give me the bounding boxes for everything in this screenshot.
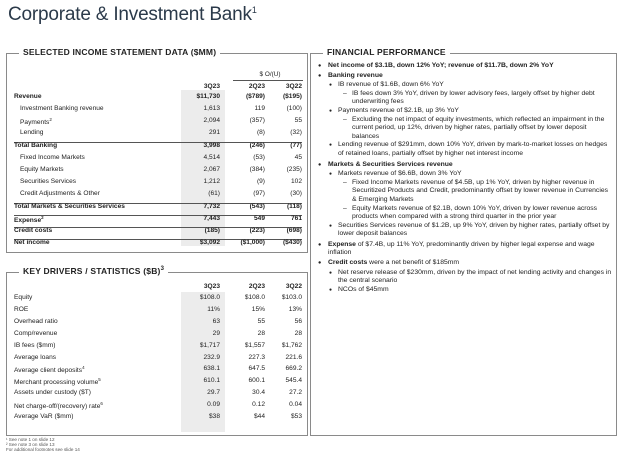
- income-row-label: Equity Markets: [20, 165, 64, 173]
- driver-row-value: $103.0: [281, 294, 302, 301]
- income-row-value: (30): [290, 189, 302, 197]
- driver-row-label: Comp/revenue: [14, 329, 58, 337]
- driver-row-value: 0.04: [289, 401, 302, 409]
- income-row-value: (698): [286, 227, 302, 235]
- key-drivers-title: KEY DRIVERS / STATISTICS ($B)$^3$: [19, 266, 168, 276]
- driver-row-value: 227.3: [248, 353, 265, 361]
- income-row-label: Expense$^2$: [14, 215, 44, 225]
- driver-row-value: $1,717: [199, 341, 220, 349]
- income-row-value: (53): [253, 153, 265, 161]
- driver-row: [14, 355, 302, 364]
- income-row-value: (118): [286, 202, 302, 210]
- driver-row: [14, 319, 302, 328]
- footnotes: [6, 437, 80, 452]
- income-statement-panel: [6, 47, 308, 253]
- financial-performance-title: FINANCIAL PERFORMANCE: [323, 47, 450, 57]
- financial-performance-list: [318, 62, 612, 294]
- income-row-label: Fixed Income Markets: [20, 153, 85, 161]
- income-row-label: Payments$^2$: [20, 117, 52, 127]
- income-row-value: (97): [253, 189, 265, 197]
- income-row-value: (246): [249, 142, 265, 150]
- income-row-value: 2,067: [203, 165, 220, 173]
- driver-row-label: Average loans: [14, 353, 57, 361]
- expense-bullet: ● Expense of $7.4B, up 11% YoY, predominantly driven by higher legal expense and wage inflation: [318, 241, 612, 258]
- driver-row-value: 56: [294, 317, 302, 325]
- income-row-label: Credit costs: [14, 227, 53, 235]
- driver-row-label: ROE: [14, 305, 29, 313]
- ncos-bullet: ● NCOs of $45mm: [318, 286, 612, 295]
- income-row-value: (8): [256, 129, 265, 137]
- income-row-value: ($789): [245, 93, 265, 100]
- income-row-value: 55: [294, 117, 302, 125]
- income-statement-title: SELECTED INCOME STATEMENT DATA ($MM): [19, 47, 220, 57]
- income-row-value: (100): [286, 105, 302, 113]
- income-row-value: 4,514: [203, 153, 220, 161]
- income-row-value: 2,094: [203, 117, 220, 125]
- driver-row-value: 29.7: [207, 389, 220, 397]
- lending-bullet: ● Lending revenue of $291mm, down 10% YoY, driven by mark-to-market losses on hedges of retained loans, partially offset by higher net interest income: [318, 141, 612, 158]
- driver-row-value: $38: [208, 413, 220, 420]
- driver-row-value: 600.1: [248, 377, 265, 385]
- driver-row-value: $44: [253, 413, 265, 420]
- income-row-value: (357): [249, 117, 265, 125]
- driver-row-value: 669.2: [285, 365, 302, 373]
- income-row-value: (384): [249, 165, 265, 173]
- driver-row: [14, 378, 302, 387]
- driver-row-value: 221.6: [285, 353, 302, 361]
- banking-bullet: ● Banking revenue: [318, 72, 612, 81]
- driver-row-value: 13%: [288, 305, 302, 313]
- drivers-header-row: [14, 284, 302, 293]
- income-row: [14, 239, 302, 249]
- driver-row-value: 15%: [251, 305, 265, 313]
- income-row: [14, 155, 302, 164]
- drivers-col-header: 2Q23: [248, 283, 265, 290]
- fixed-income-detail: – Fixed Income Markets revenue of $4.5B, up 1% YoY, driven by higher revenue in Securitized Products and Credit, predominantly offset by lower revenue in Currencies & Emerging Markets: [318, 179, 612, 205]
- income-header-row: [14, 84, 302, 93]
- income-row-label: Securities Services: [20, 177, 77, 185]
- driver-row-label: Merchant processing volume$^5$: [14, 377, 101, 387]
- markets-revenue-bullet: ● Markets revenue of $6.6B, down 3% YoY: [318, 170, 612, 179]
- income-row: [14, 130, 302, 139]
- equity-detail: – Equity Markets revenue of $2.1B, down 10% YoY, driven by lower revenue across products when compared with a strong third quarter in the prior year: [318, 205, 612, 222]
- driver-row-label: IB fees ($mm): [14, 341, 56, 349]
- driver-row: [14, 295, 302, 304]
- income-row-value: ($195): [282, 93, 302, 100]
- income-col-header: 2Q23: [248, 83, 265, 90]
- driver-row-value: 55: [257, 317, 265, 325]
- driver-row-label: Overhead ratio: [14, 317, 58, 325]
- drivers-col-header: 3Q23: [203, 283, 220, 290]
- page-title: Corporate & Investment Bank$^1$: [8, 4, 257, 25]
- markets-bullet: ● Markets & Securities Services revenue: [318, 161, 612, 170]
- driver-row-value: 0.09: [207, 401, 220, 409]
- income-row-value: 45: [294, 153, 302, 161]
- income-row-value: $11,730: [196, 93, 220, 100]
- income-row-value: (235): [286, 165, 302, 173]
- income-row-value: 3,998: [203, 142, 220, 150]
- income-row-value: 761: [290, 215, 302, 222]
- income-row-value: 1,212: [203, 177, 220, 185]
- income-row-value: 549: [253, 215, 265, 222]
- driver-row-value: 28: [257, 329, 265, 337]
- income-row-value: 119: [254, 105, 265, 113]
- income-row-value: (185): [204, 227, 220, 235]
- income-row-value: (61): [208, 189, 220, 197]
- income-row-label: Total Markets & Securities Services: [14, 202, 125, 210]
- income-row-value: 7,443: [203, 215, 220, 222]
- driver-row-value: 28: [294, 329, 302, 337]
- driver-row-value: 30.4: [252, 389, 265, 397]
- income-row-value: 1,613: [203, 105, 220, 113]
- driver-row: [14, 414, 302, 423]
- income-row-value: ($1,000): [240, 239, 265, 247]
- driver-row-value: $1,762: [281, 341, 302, 349]
- income-row-value: $3,092: [199, 239, 220, 247]
- driver-row-value: $53: [290, 413, 302, 420]
- driver-row-label: Average VaR ($mm): [14, 413, 74, 420]
- driver-row-label: Equity: [14, 294, 33, 301]
- driver-row-value: 63: [212, 317, 220, 325]
- income-row: [14, 191, 302, 200]
- income-row: [14, 118, 302, 127]
- reserve-release-bullet: ● Net reserve release of $230mm, driven by the impact of net lending activity and changes in the central scenario: [318, 269, 612, 286]
- payments-detail: – Excluding the net impact of equity investments, which reflected an impairment in the current period, up 12%, driven by higher rates, partially offset by lower deposit balances: [318, 116, 612, 142]
- driver-row-value: $108.0: [199, 294, 220, 301]
- driver-row-value: $1,557: [244, 341, 265, 349]
- driver-row-value: 11%: [207, 305, 220, 313]
- drivers-col-header: 3Q22: [285, 283, 302, 290]
- driver-row-value: 647.5: [248, 365, 265, 373]
- driver-row-value: $108.0: [244, 294, 265, 301]
- income-row-label: Credit Adjustments & Other: [20, 189, 100, 197]
- income-row-value: 7,732: [203, 202, 220, 210]
- income-col-header: 3Q23: [203, 83, 220, 90]
- driver-row: [14, 366, 302, 375]
- income-row-label: Investment Banking revenue: [20, 105, 104, 113]
- driver-row-value: 27.2: [289, 389, 302, 397]
- driver-row-value: 232.9: [203, 353, 220, 361]
- income-row-value: (9): [256, 177, 265, 185]
- income-col-header: 3Q22: [285, 83, 302, 90]
- ib-fees-detail: – IB fees down 3% YoY, driven by lower advisory fees, largely offset by higher debt underwriting fees: [318, 90, 612, 107]
- income-row-label: Total Banking: [14, 142, 58, 150]
- driver-row-label: Net charge-off/(recovery) rate$^6$: [14, 401, 103, 411]
- securities-services-bullet: ● Securities Services revenue of $1.2B, up 9% YoY, driven by higher rates, partially offset by lower deposit balances: [318, 222, 612, 239]
- income-row: [14, 179, 302, 188]
- driver-row-label: Average client deposits$^4$: [14, 365, 85, 375]
- footnote: For additional footnotes see slide 14: [6, 447, 80, 452]
- ib-revenue-bullet: ● IB revenue of $1.6B, down 6% YoY: [318, 81, 612, 90]
- income-row: [14, 203, 302, 213]
- income-row: [14, 106, 302, 115]
- driver-row-value: 610.1: [203, 377, 220, 385]
- key-drivers-panel: [6, 266, 308, 436]
- income-row: [14, 227, 302, 237]
- credit-costs-bullet: ● Credit costs were a net benefit of $185mm: [318, 259, 612, 268]
- driver-row: [14, 402, 302, 411]
- income-row-value: (32): [290, 129, 302, 137]
- summary-bullet: ● Net income of $3.1B, down 12% YoY; revenue of $11.7B, down 2% YoY: [318, 62, 612, 71]
- income-row-label: Revenue: [14, 93, 42, 100]
- income-row: [14, 167, 302, 176]
- driver-row-label: Assets under custody ($T): [14, 389, 91, 397]
- income-row: [14, 215, 302, 225]
- payments-bullet: ● Payments revenue of $2.1B, up 3% YoY: [318, 107, 612, 116]
- income-row-value: (77): [290, 142, 302, 150]
- income-row-label: Lending: [20, 129, 44, 137]
- driver-row: [14, 307, 302, 316]
- income-group-header: $ O/(U): [259, 71, 281, 78]
- income-row-value: (543): [249, 202, 265, 210]
- income-row-value: (223): [249, 227, 265, 235]
- footnote: ¹ See note 1 on slide 12: [6, 437, 55, 442]
- driver-row: [14, 343, 302, 352]
- driver-row: [14, 390, 302, 399]
- income-row: [14, 142, 302, 152]
- driver-row: [14, 331, 302, 340]
- driver-row-value: 0.12: [252, 401, 265, 409]
- driver-row-value: 29: [212, 329, 220, 337]
- income-row-value: 291: [208, 129, 220, 137]
- income-row-value: 102: [290, 177, 302, 185]
- income-row-value: ($430): [282, 239, 302, 247]
- driver-row-value: 638.1: [203, 365, 220, 373]
- driver-row-value: 545.4: [285, 377, 302, 385]
- footnote: ² See note 3 on slide 13: [6, 442, 55, 447]
- income-row: [14, 94, 302, 103]
- income-row-label: Net income: [14, 239, 50, 247]
